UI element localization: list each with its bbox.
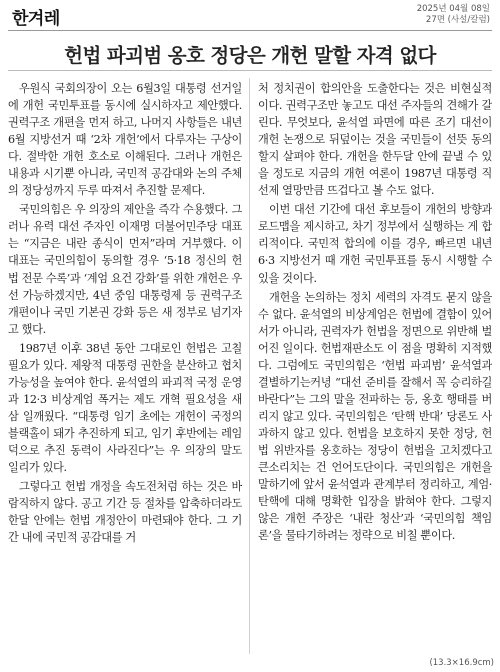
- paragraph: 처 정치권이 합의안을 도출한다는 것은 비현실적이다. 권력구조만 놓고도 대선 주자들의 견해가 갈린다. 무엇보다, 윤석열 파면에 따른 조기 대선이 개헌 논쟁으로 뒤덮이는 것을 국민들이 선뜻 동의할지 살펴야 한다. 개헌을 한두달 안에 끝낼 수 있을 정도로 지금의 개헌 여론이 1987년 대통령 직선제 열망만큼 뜨겁다고 볼 수도 없다.: [258, 82, 492, 198]
- article-column-right: [258, 80, 492, 652]
- newspaper-logo: 한겨레: [12, 9, 60, 29]
- article-column-left: [8, 80, 242, 652]
- clipping-size-note: (13.3×16.9cm): [429, 658, 494, 668]
- issue-meta: [417, 4, 490, 26]
- paragraph: 국민의힘은 우 의장의 제안을 즉각 수용했다. 그러나 유력 대선 주자인 이재명 더불어민주당 대표는 “지금은 내란 종식이 먼저”라며 거부했다. 이 대표는 국민의힘이 동의할 경우 ‘5·18 정신의 헌법 전문 수록’과 ‘계엄 요건 강화’를 위한 개헌은 우선 가능하겠지만, 4년 중임 대통령제 등 권력구조 개편이나 국민 기본권 강화 등은 새 정부로 넘기자고 했다.: [8, 203, 242, 336]
- paragraph: 1987년 이후 38년 동안 그대로인 헌법은 고칠 필요가 있다. 제왕적 대통령 권한을 분산하고 협치 가능성을 높여야 한다. 윤석열의 파괴적 국정 운영과 12·3 비상계엄 폭거는 제도 개혁 필요성을 새삼 일깨웠다. “대통령 임기 초에는 개헌이 국정의 블랙홀이 돼가 추진하게 되고, 임기 후반에는 레임덕으로 추진 동력이 사라진다”는 우 의장의 말도 일리가 있다.: [8, 341, 242, 475]
- headline-divider: [8, 70, 492, 71]
- issue-date: 2025년 04월 08일: [416, 4, 490, 14]
- page-section: 27면 (사설/칼럼): [425, 15, 490, 25]
- paragraph: 이번 대선 기간에 대선 후보들이 개헌의 방향과 로드맵을 제시하고, 차기 정부에서 실행하는 게 합리적이다. 국민적 합의에 이를 경우, 빠르면 내년 6·3 지방선거 때 개헌 국민투표를 동시 시행할 수 있을 것이다.: [258, 203, 492, 285]
- masthead-divider: [8, 30, 492, 31]
- paragraph: 그렇다고 헌법 개정을 속도전처럼 하는 것은 바람직하지 않다. 공고 기간 등 절차를 압축하더라도 한달 안에는 헌법 개정안이 마련돼야 한다. 그 기간 내에 국민적 공감대를 거: [8, 480, 242, 545]
- column-divider: [249, 78, 250, 654]
- paragraph: 개헌을 논의하는 정치 세력의 자격도 묻지 않을 수 없다. 윤석열의 비상계엄은 헌법에 결함이 있어서가 아니라, 권력자가 헌법을 정면으로 위반해 벌어진 일이다. 헌법재판소도 이 점을 명확히 지적했다. 그럼에도 국민의힘은 ‘헌법 파괴범’ 윤석열과 결별하기는커녕 “대선 준비를 잘해서 꼭 승리하길 바란다”는 그의 말을 전파하는 등, 옹호 행태를 버리지 않고 있다. 국민의힘은 ‘탄핵 반대’ 당론도 사과하지 않고 있다. 헌법을 보호하지 못한 정당, 헌법 위반자를 옹호하는 정당이 헌법을 고치겠다고 큰소리치는 건 언어도단이다. 국민의힘은 개헌을 말하기에 앞서 윤석열과 관계부터 정리하고, 계엄·탄핵에 대해 명확한 입장을 밝혀야 한다. 그렇지 않은 개헌 주장은 ‘내란 청산’과 ‘국민의힘 책임론’을 물타기하려는 정략으로 비칠 뿐이다.: [258, 290, 492, 543]
- article-headline: 헌법 파괴범 옹호 정당은 개헌 말할 자격 없다: [64, 44, 436, 67]
- paragraph: 우원식 국회의장이 오는 6월3일 대통령 선거일에 개헌 국민투표를 동시에 실시하자고 제안했다. 권력구조 개편을 먼저 하고, 나머지 사항들은 내년 6월 지방선거 때 ‘2차 개헌’에서 다루자는 구상이다. 절박한 개헌 호소로 이해된다. 그러나 개헌은 내용과 시기뿐 아니라, 국민적 공감대와 논의 주체의 정당성까지 두루 따져서 추진할 문제다.: [8, 82, 242, 198]
